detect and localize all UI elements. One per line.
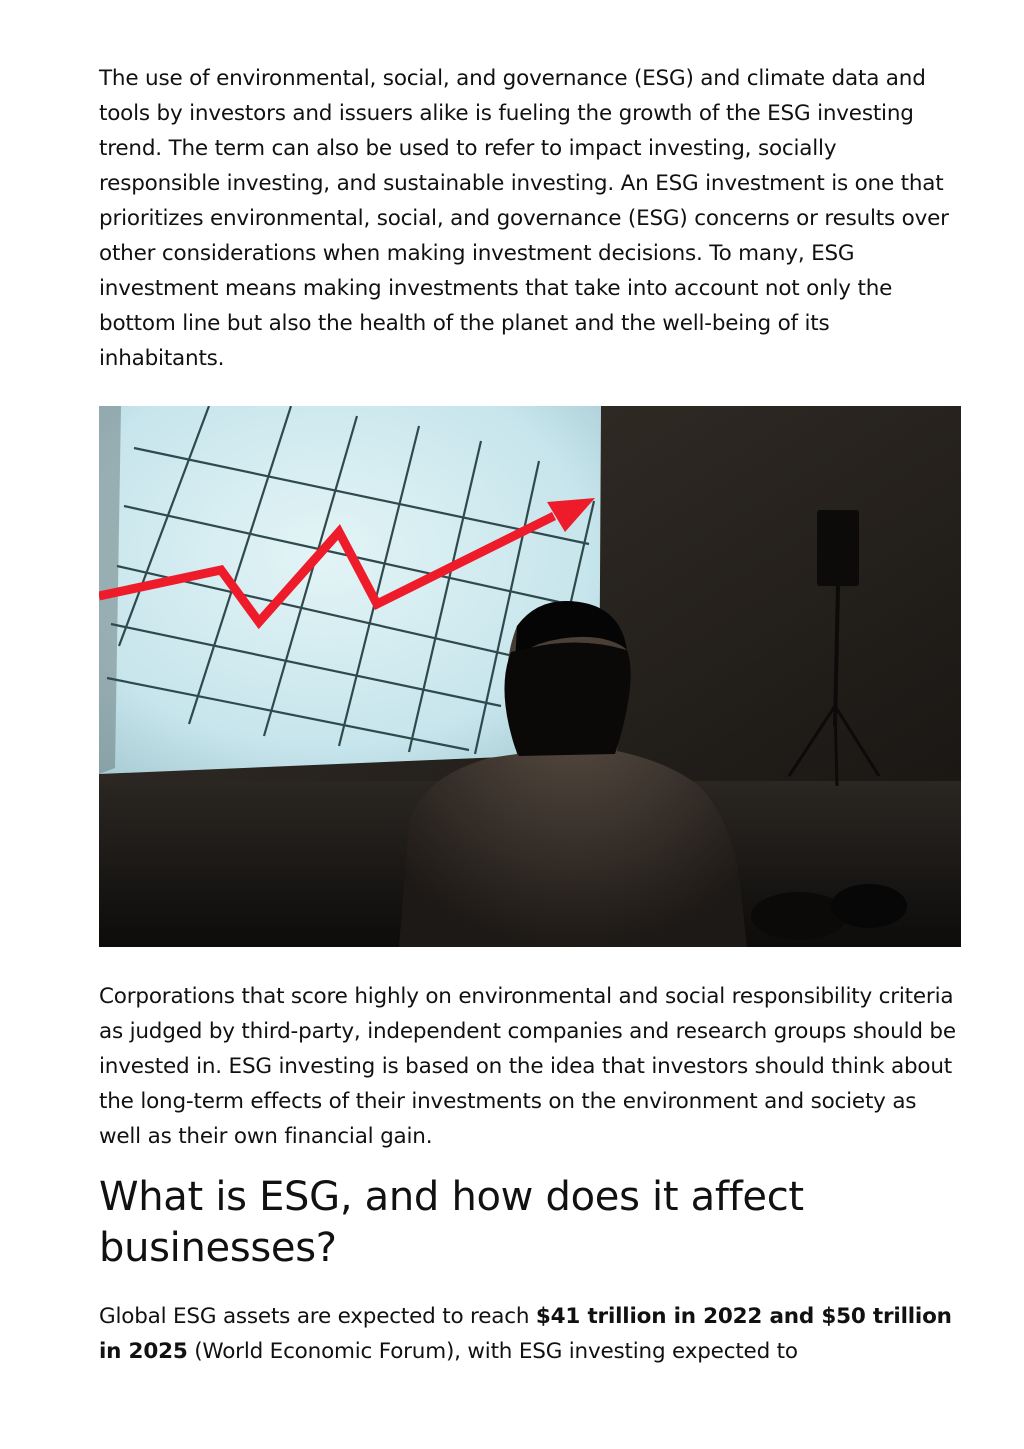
presentation-photo-icon: [99, 406, 961, 947]
third-paragraph-tail: (World Economic Forum), with ESG investing expected to: [187, 1339, 798, 1364]
third-paragraph-highlight: $41 trillion in 2022 and $50 trillion in 2025: [99, 1304, 952, 1364]
third-paragraph-lead: Global ESG assets are expected to reach: [99, 1304, 536, 1329]
second-paragraph: Corporations that score highly on environmental and social responsibility criteria as judged by third-party, independent companies and research groups should be invested in. ESG investing is based on the idea that investors should think about the long-term effects of their investments on the environment and society as well as their own financial gain.: [99, 984, 956, 1149]
third-paragraph: [99, 1299, 961, 1369]
intro-paragraph: The use of environmental, social, and governance (ESG) and climate data and tools by investors and issuers alike is fueling the growth of the ESG investing trend. The term can also be used to refer to impact investing, socially responsible investing, and sustainable investing. An ESG investment is one that prioritizes environmental, social, and governance (ESG) concerns or results over other considerations when making investment decisions. To many, ESG investment means making investments that take into account not only the bottom line but also the health of the planet and the well-being of its inhabitants.: [99, 66, 949, 371]
section-heading: What is ESG, and how does it affect businesses?: [99, 1174, 804, 1271]
